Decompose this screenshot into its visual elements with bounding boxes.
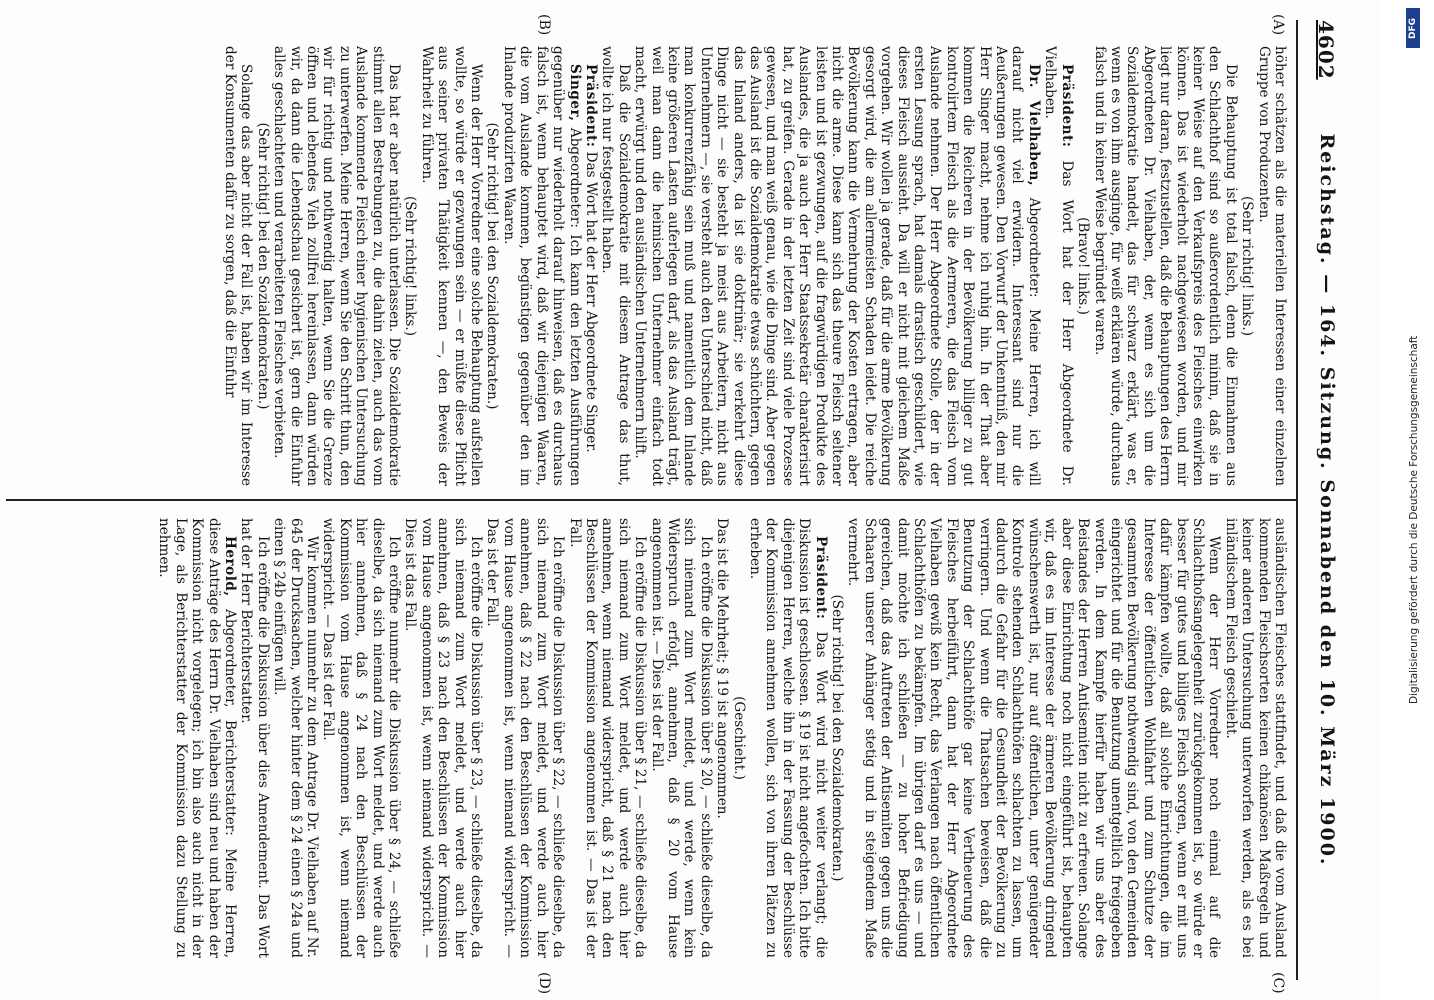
paragraph [845,518,1222,958]
digitization-note: Digitalisierung gefördert durch die Deutsche Forschungsgemeinschaft [1408,335,1420,705]
paragraph [632,46,1042,486]
page-number: 4602 [1314,20,1338,80]
digitization-sidebar [1400,0,1434,1000]
paragraph-text: Solange das aber nicht der Fall ist, haben wir im Interesse der Konsumenten dafür zu sorgen, daß die Einfuhr [222,46,255,486]
paragraph-text: Das hat er aber natürlich unterlassen. Die Sozialdemokratie stimmt allen Bestrebungen zu, die dahin zielen, auch das vom Auslande kommende Fleisch einer hygienischen Untersuchung zu unterwerfen. Meine Herren, wenn Sie den Schritt thun, den wir für richtig und nothwendig halten, wenn Sie die Grenze öffnen und lebendes Vieh zollfrei hereinlassen, dann würden wir, da dann die Lebendschau gesichert ist, gern die Einfuhr alles geschlachteten und verarbeiteten Fleisches verbieten. [271,46,403,486]
paragraph [714,518,730,958]
page-header [1308,20,1338,980]
paragraph-text: (Sehr richtig! bei den Sozialdemokraten.) [484,122,501,410]
paragraph-text: Das Wort hat der Herr Abgeordnete Dr. Vielhaben. [1042,46,1075,486]
speaker-name: Singer, [566,64,583,122]
paragraph [648,518,714,958]
paragraph [402,518,484,958]
margin-letter-c: (C) [1270,972,1286,994]
paragraph [238,518,271,958]
running-title: Reichstag. — 164. Sitzung. Sonnabend den 10. März 1900. [1316,133,1338,867]
paragraph [320,518,402,958]
interjection [1239,46,1255,486]
paragraph [271,46,402,486]
speaker-name: Präsident: [582,64,599,148]
paragraph-text: Ich eröffne die Diskussion über § 23, — schließe dieselbe, da sich niemand zum Wort meldet, und werde auch hier annehmen, daß § 23 nach den Beschlüssen der Kommission vom Hause angenommen ist, wenn niemand widerspricht. — Dies ist das Fall. [402,518,485,958]
margin-letter-a: (A) [1270,14,1286,36]
paragraph [747,518,829,958]
interjection [829,518,845,958]
paragraph-text: (Bravo! links.) [1075,217,1092,315]
interjection [402,46,418,486]
paragraph-text: Wir kommen nunmehr zu dem Antrage Dr. Vielhaben auf Nr. 645 der Drucksachen, welcher hinter dem § 24 einen § 24a und einen § 24b einfügen will. [271,518,321,958]
paragraph-text: (Sehr richtig! links.) [1239,195,1256,337]
paragraph [484,518,566,958]
paragraph [1091,46,1239,486]
dfg-logo: DFG [1406,8,1420,48]
paragraph-text: Wenn der Herr Vorredner noch einmal auf die Schlachthofsangelegenheit zurückgekommen ist, so würde er besser für gutes und billiges Fleisch sorgen, wenn er mit uns dafür kämpfen wollte, daß all solche Einrichtungen, die im Interesse der öffentlichen Wohlfahrt und zum Schutze der gesammten Bevölkerung nothwendig sind, von den Gemeinden eingerichtet und für die Benutzung unentgeltlich freigegeben werden. In dem Kampfe hierfür haben wir uns aber des Beistandes der Herren Antisemiten nicht zu erfreuen. Solange aber diese Einrichtung noch nicht eingeführt ist, behaupten wir, daß es im Interesse der ärmeren Bevölkerung dringend wünschenswerth ist, nur auf öffentlichen, unter genügender Kontrole stehenden Schlachthöfen schlachten zu lassen, um dadurch die Gefahr für die Gesundheit der Bevölkerung zu verringern. Und wenn die Thatsachen beweisen, daß die Benutzung der Schlachthöfe gar keine Vertheuerung des Fleisches herbeiführt, dann hat der Herr Abgeordnete Vielhaben gewiß kein Recht, das Verlangen nach öffentlichen Schlachthöfen zu bekämpfen. Im übrigen darf es uns — und damit möchte ich schließen — zu hoher Befriedigung gereichen, daß das Auftreten der Antisemiten gegen uns die Schaaren unserer Anhänger stetig und in steigendem Maße vermehrt. [845,518,1223,958]
margin-letter-d: (D) [536,972,552,995]
paragraph-text: Ich eröffne die Diskussion über dies Amendement. Das Wort hat der Herr Berichterstatter. [238,518,271,958]
paragraph [418,46,484,486]
paragraph [156,518,238,958]
paragraph [1222,518,1288,958]
paragraph-text: höher schätzen als die materiellen Interessen einer einzelnen Gruppe von Produzenten. [1255,46,1288,486]
paragraph [1255,46,1288,486]
interjection [484,46,500,486]
paragraph-text: Ich eröffne die Diskussion über § 22, — schließe dieselbe, da sich niemand zum Wort meldet, und werde auch hier annehmen, daß § 22 nach den Beschlüssen der Kommission vom Hause angenommen ist, wenn niemand widerspricht. — Das ist der Fall. [484,518,567,958]
speaker-name: Dr. Vielhaben, [1025,64,1042,187]
paragraph-text: (Sehr richtig! bei den Sozialdemokraten.) [254,122,271,410]
paragraph [1042,46,1075,486]
paragraph-text: Ich eröffne nunmehr die Diskussion über § 24, — schließe dieselbe, da sich niemand zum Wort meldet, und werde auch hier annehmen, daß § 24 nach den Beschlüssen der Kommission vom Hause angenommen ist, wenn niemand widerspricht. — Das ist der Fall. [320,518,403,958]
paragraph-text: Ich eröffne die Diskussion über § 21, — schließe dieselbe, da sich niemand zum Wort meldet, und werde auch hier annehmen, wenn niemand widerspricht, daß § 21 nach den Beschlüssen der Kommission angenommen ist. — Das ist der Fall. [566,518,649,958]
interjection [254,46,270,486]
paragraph-text: Abgeordneter: Ich kann den letzten Ausführungen gegenüber nur wiederholt darauf hinweisen, daß es durchaus falsch ist, wenn behauptet wird, daß wir diejenigen Waaren, die vom Auslande kommen, begünstigen gegenüber den im Inlande produzirten Waaren. [500,46,583,486]
left-text-column [18,46,1288,486]
paragraph-text: Die Behauptung ist total falsch, denn die Einnahmen aus den Schlachthof sind so außerordentlich minim, daß sie in keiner Weise auf den Verkaufspreis des Fleisches einwirken können. Das ist wiederholt nachgewiesen worden, und mir liegt nur daran, festzustellen, daß die Behauptungen des Herrn Abgeordneten Dr. Vielhaben, der, wenn es sich um die Sozialdemokratie handelt, das für schwarz erklärt, was er, wenn es von ihm ausginge, für weiß erklären würde, durchaus falsch und in keiner Weise begründet waren. [1091,46,1239,486]
paragraph-text: Daß die Sozialdemokratie mit diesem Antrage das thut, wollte ich nur festgestellt haben. [599,46,632,486]
paragraph-text: Abgeordneter, Berichterstatter: Meine Herren, diese Anträge des Herrn Dr. Vielhaben sind neu und haben der Kommission nicht vorgelegen; ich bin also auch nicht in der Lage, als Berichterstatter der Kommission dazu Stellung zu nehmen. [156,518,238,958]
paragraph-text: Das Wort hat der Herr Abgeordnete Singer. [582,151,599,453]
paragraph [222,46,255,486]
paragraph-text: (Sehr richtig! bei den Sozialdemokraten.) [829,594,846,882]
paragraph [501,46,583,486]
speaker-name: Präsident: [1058,64,1075,148]
paragraph [599,46,632,486]
paragraph-text: Das Wort wird nicht weiter verlangt; die Diskussion ist geschlossen. § 19 ist nicht angefochten. Ich bitte diejenigen Herren, welche ihn in der Fassung der Beschlüsse der Kommission annehmen wollen, sich von ihren Plätzen zu erheben. [747,518,829,958]
paragraph [271,518,320,958]
paragraph-text: Wenn der Herr Vorredner eine solche Behauptung aufstellen wollte, so würde er gezwungen sein — er müßte diese Pflicht aus seiner privaten Thätigkeit kennen —, den Beweis der Wahrheit zu führen. [418,46,485,486]
paragraph [583,46,599,486]
right-text-column [18,518,1288,958]
paragraph-text: (Geschieht.) [730,696,747,780]
speaker-name: Herold, [222,536,238,597]
paragraph-text: ausländischen Fleisches stattfindet, und daß die vom Ausland kommenden Fleischsorten keinen chikanösen Maßregeln und keiner anderen Untersuchung unterworfen werden, als es bei inländischem Fleisch geschieht. [1222,518,1288,958]
paragraph-text: Das ist die Mehrheit; § 19 ist angenommen. [714,518,731,819]
paragraph [566,518,648,958]
header-rule [1296,20,1298,980]
column-divider [6,499,1296,501]
paragraph-text: Abgeordneter: Meine Herren, ich will darauf nicht viel erwidern. Interessant sind nur die Aeußerungen gewesen. Den Vorwurf der Unkenntniß, den mir Herr Singer macht, nehme ich ruhig hin. In der That aber kommen die Reicheren in der Bevölkerung billiger zu gut kontrolirtem Fleisch als die Aermeren, die das Fleisch vom Auslande nehmen. Der Herr Abgeordnete Stolle, der in der ersten Lesung sprach, hat damals drastisch geschildert, wie dieses Fleisch aussieht. Da will er nicht mit gleichem Maße vorgehen. Wir wollen ja gerade, daß für die arme Bevölkerung gesorgt wird, die am allermeisten Schaden leidet. Die reiche Bevölkerung kann die Vermehrung der Kosten ertragen, aber nicht die arme. Diese kann sich das theure Fleisch seltener leisten und ist gezwungen, auf die fragwürdigen Produkte des Auslandes, die ja auch der Herr Staatssekretär charakterisirt hat, zu greifen. Gerade in der letzten Zeit sind viele Prozesse gewesen, und man weiß genau, wie die Dinge sind. Aber gegen das Ausland ist die Sozialdemokratie etwas schüchtern, gegen das Inland anders, da ist sie doktrinär; sie verkehrt diese Dinge nicht — sie besteht ja meist aus Arbeitern, nicht aus Unternehmern —, sie versteht auch den Unterschied nicht, daß man konkurrenzfähig sein muß und namentlich dem Inlande keine größeren Lasten auferlegen darf, als das Ausland trägt, weil man dann die heimischen Unternehmer einfach todt macht, erwürgt und den ausländischen Unternehmern hilft. [632,46,1042,486]
interjection [730,518,746,958]
interjection [1075,46,1091,486]
margin-letter-b: (B) [536,14,552,36]
speaker-name: Präsident: [812,536,829,620]
paragraph-text: Ich eröffne die Diskussion über § 20, — schließe dieselbe, da sich niemand zum Wort meldet, und werde, wenn kein Widerspruch erfolgt, annehmen, daß § 20 vom Hause angenommen ist. — Dies ist der Fall. [648,518,714,958]
paragraph-text: (Sehr richtig! links.) [402,195,419,337]
